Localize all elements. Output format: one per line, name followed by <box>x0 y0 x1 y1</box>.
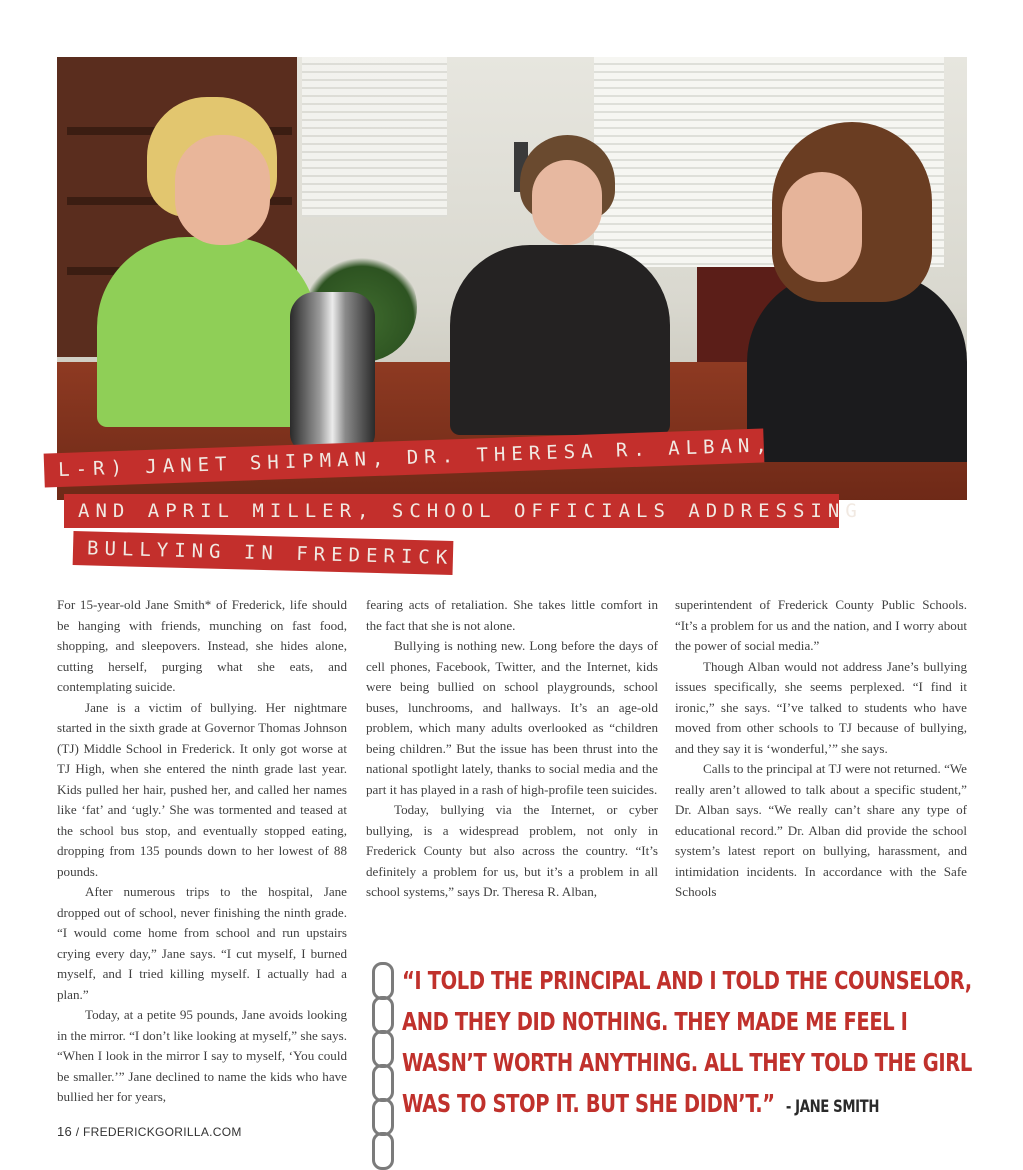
pull-quote <box>402 960 979 1128</box>
paragraph: Today, bullying via the Internet, or cyber bullying, is a widespread problem, not only in Frederick County but also across the country. “It’s definitely a problem for us, but it’s a problem in all school systems,” says Dr. Theresa R. Alban, <box>366 802 658 899</box>
paragraph: superintendent of Frederick County Public Schools. “It’s a problem for us and the nation, and I worry about the power of social media.” <box>675 597 967 653</box>
paragraph: Today, at a petite 95 pounds, Jane avoids looking in the mirror. “I don’t like looking at myself,” she says. “When I look in the mirror I say to myself, ‘You could be smaller.’” Jane declined to name the kids who have bullied her for years, <box>57 1007 347 1104</box>
paragraph: Calls to the principal at TJ were not returned. “We really aren’t allowed to talk about a specific student,” Dr. Alban says. “We really can’t share any type of educational record.” Dr. Alban did provide the school system’s latest report on bullying, harassment, and intimidation incidents. In accordance with the Safe Schools <box>675 761 967 899</box>
coffee-pitcher <box>290 292 375 452</box>
paragraph: Bullying is nothing new. Long before the days of cell phones, Facebook, Twitter, and the Internet, kids were being bullied on school playgrounds, school buses, lunchrooms, and hallways. It’s an age-old problem, which many adults overlooked as “children being children.” But the issue has been thrust into the national spotlight lately, thanks to social media and the part it has played in a rash of high-profile teen suicides. <box>366 638 658 797</box>
chain-icon <box>369 960 395 1166</box>
paragraph: Though Alban would not address Jane’s bullying issues specifically, she seems perplexed. “I find it ironic,” she says. “I’ve talked to students who have moved from other schools to TJ because of bullying, and they say it is ‘wonderful,’” she says. <box>675 658 967 756</box>
pull-quote-attribution: - JANE SMITH <box>785 1097 880 1117</box>
paragraph: Jane is a victim of bullying. Her nightmare started in the sixth grade at Governor Thomas Johnson (TJ) Middle School in Frederick. It only got worse at TJ High, when she entered the ninth grade last year. Kids pulled her hair, pushed her, and called her names like ‘fat’ and ‘ugly.’ She was tormented and teased at the school bus stop, and eventually stopped eating, dropping from 135 pounds down to her lowest of 88 pounds. <box>57 699 347 879</box>
footer-site: FREDERICKGORILLA.COM <box>82 1125 242 1139</box>
person-right <box>657 122 967 452</box>
article-column-2 <box>366 595 658 903</box>
page-footer <box>57 1124 242 1139</box>
pull-quote-text: “I TOLD THE PRINCIPAL AND I TOLD THE COUNSELOR, AND THEY DID NOTHING. THEY MADE ME FEEL I WASN’T WORTH ANYTHING. ALL THEY TOLD THE GIRL WAS TO STOP IT. BUT SHE DIDN’T.” <box>402 966 972 1118</box>
photo-caption-line-1: L-R) JANET SHIPMAN, DR. THERESA R. ALBAN, <box>44 428 765 487</box>
photo-caption-line-3: BULLYING IN FREDERICK <box>73 531 454 575</box>
article-column-1 <box>57 595 347 1108</box>
person-center <box>450 135 670 435</box>
article-column-3 <box>675 595 967 903</box>
photo-caption-line-2: AND APRIL MILLER, SCHOOL OFFICIALS ADDRESSING <box>64 494 839 528</box>
paragraph: After numerous trips to the hospital, Jane dropped out of school, never finishing the ninth grade. “I would come home from school and run upstairs crying every day,” Jane says. “I cut myself, I burned myself, and I tried killing myself. I actually had a plan.” <box>57 884 347 1002</box>
page-number: 16 <box>57 1124 73 1139</box>
article-photo <box>57 57 967 500</box>
paragraph: For 15-year-old Jane Smith* of Frederick, life should be hanging with friends, munching on fast food, shopping, and sleepovers. Instead, she hides alone, cutting herself, purging what she eats, and contemplating suicide. <box>57 597 347 694</box>
paragraph: fearing acts of retaliation. She takes little comfort in the fact that she is not alone. <box>366 597 658 633</box>
footer-separator: / <box>72 1125 83 1139</box>
